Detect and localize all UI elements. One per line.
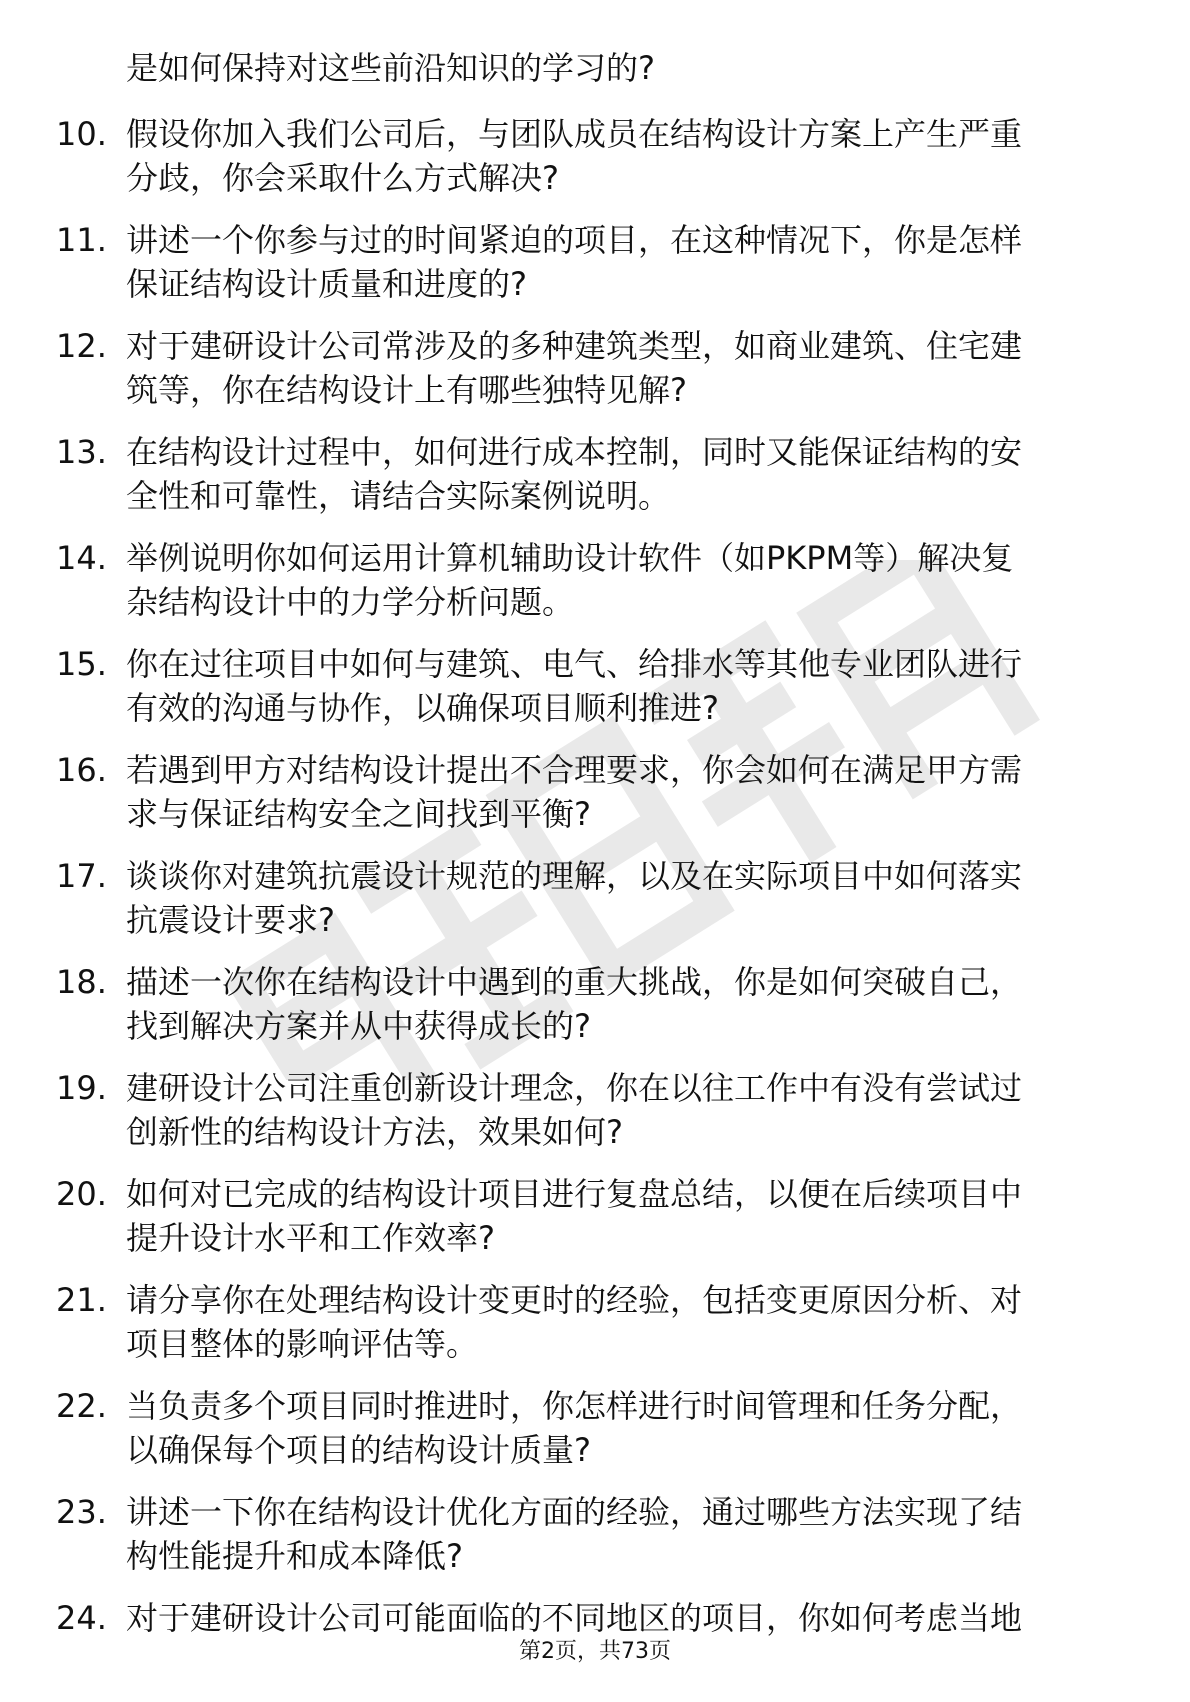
- question-number: 23.: [56, 1493, 107, 1531]
- question-line: 构性能提升和成本降低?: [126, 1537, 463, 1575]
- question-item: [0, 1172, 1190, 1278]
- question-line: 讲述一个你参与过的时间紧迫的项目，在这种情况下，你是怎样: [126, 221, 1023, 259]
- question-text: [126, 1278, 1126, 1366]
- question-item: [0, 1490, 1190, 1596]
- question-line: 假设你加入我们公司后，与团队成员在结构设计方案上产生严重: [126, 115, 1023, 153]
- question-number: 20.: [56, 1175, 107, 1213]
- question-line: 如何对已完成的结构设计项目进行复盘总结，以便在后续项目中: [126, 1175, 1023, 1213]
- question-item: [0, 1384, 1190, 1490]
- question-text: [126, 1172, 1126, 1260]
- question-line: 请分享你在处理结构设计变更时的经验，包括变更原因分析、对: [126, 1281, 1023, 1319]
- question-line: 在结构设计过程中，如何进行成本控制，同时又能保证结构的安: [126, 433, 1023, 471]
- question-number: 18.: [56, 963, 107, 1001]
- question-line: 讲述一下你在结构设计优化方面的经验，通过哪些方法实现了结: [126, 1493, 1023, 1531]
- question-text: [126, 112, 1126, 200]
- question-text: [126, 1384, 1126, 1472]
- question-item: [0, 748, 1190, 854]
- question-item: [0, 1066, 1190, 1172]
- question-line: 对于建研设计公司可能面临的不同地区的项目，你如何考虑当地: [126, 1599, 1023, 1637]
- question-line: 谈谈你对建筑抗震设计规范的理解，以及在实际项目中如何落实: [126, 857, 1023, 895]
- question-item: [0, 642, 1190, 748]
- question-item: [0, 112, 1190, 218]
- question-text: [126, 218, 1126, 306]
- question-number: 14.: [56, 539, 107, 577]
- question-text: [126, 960, 1126, 1048]
- question-line: 描述一次你在结构设计中遇到的重大挑战，你是如何突破自己，: [126, 963, 1023, 1001]
- question-line: 以确保每个项目的结构设计质量?: [126, 1431, 591, 1469]
- question-item: [0, 536, 1190, 642]
- question-line: 保证结构设计质量和进度的?: [126, 265, 527, 303]
- question-line: 当负责多个项目同时推进时，你怎样进行时间管理和任务分配，: [126, 1387, 1023, 1425]
- question-item: [0, 324, 1190, 430]
- question-number: 19.: [56, 1069, 107, 1107]
- question-line: 有效的沟通与协作，以确保项目顺利推进?: [126, 689, 719, 727]
- question-line: 找到解决方案并从中获得成长的?: [126, 1007, 591, 1045]
- question-number: 16.: [56, 751, 107, 789]
- question-number: 12.: [56, 327, 107, 365]
- question-number: 11.: [56, 221, 107, 259]
- question-item: [0, 1278, 1190, 1384]
- question-item: [0, 218, 1190, 324]
- question-line: 抗震设计要求?: [126, 901, 335, 939]
- question-item: [0, 430, 1190, 536]
- question-line: 项目整体的影响评估等。: [126, 1325, 479, 1363]
- question-line: 建研设计公司注重创新设计理念，你在以往工作中有没有尝试过: [126, 1069, 1023, 1107]
- question-text: [126, 1066, 1126, 1154]
- question-text: [126, 536, 1126, 624]
- question-number: 15.: [56, 645, 107, 683]
- question-line: 全性和可靠性，请结合实际案例说明。: [126, 477, 671, 515]
- page-footer: 第2页，共73页: [519, 1639, 671, 1664]
- question-line: 杂结构设计中的力学分析问题。: [126, 583, 575, 621]
- question-line: 创新性的结构设计方法，效果如何?: [126, 1113, 623, 1151]
- question-line: 你在过往项目中如何与建筑、电气、给排水等其他专业团队进行: [126, 645, 1023, 683]
- question-line: 举例说明你如何运用计算机辅助设计软件（如PKPM等）解决复: [126, 539, 1014, 577]
- question-line: 若遇到甲方对结构设计提出不合理要求，你会如何在满足甲方需: [126, 751, 1023, 789]
- question-number: 13.: [56, 433, 107, 471]
- question-line: 筑等，你在结构设计上有哪些独特见解?: [126, 371, 687, 409]
- question-line: 提升设计水平和工作效率?: [126, 1219, 495, 1257]
- question-item: [0, 960, 1190, 1066]
- question-list: [0, 112, 1190, 1702]
- question-number: 10.: [56, 115, 107, 153]
- question-number: 24.: [56, 1599, 107, 1637]
- question-number: 21.: [56, 1281, 107, 1319]
- question-line: 求与保证结构安全之间找到平衡?: [126, 795, 591, 833]
- question-number: 17.: [56, 857, 107, 895]
- question-text: [126, 1490, 1126, 1578]
- question-line: 对于建研设计公司常涉及的多种建筑类型，如商业建筑、住宅建: [126, 327, 1023, 365]
- question-text: [126, 748, 1126, 836]
- continued-question-text: 是如何保持对这些前沿知识的学习的?: [126, 49, 655, 87]
- question-number: 22.: [56, 1387, 107, 1425]
- question-text: [126, 1596, 1126, 1640]
- question-text: [126, 854, 1126, 942]
- question-text: [126, 324, 1126, 412]
- question-text: [126, 642, 1126, 730]
- question-line: 分歧，你会采取什么方式解决?: [126, 159, 559, 197]
- question-item: [0, 854, 1190, 960]
- question-text: [126, 430, 1126, 518]
